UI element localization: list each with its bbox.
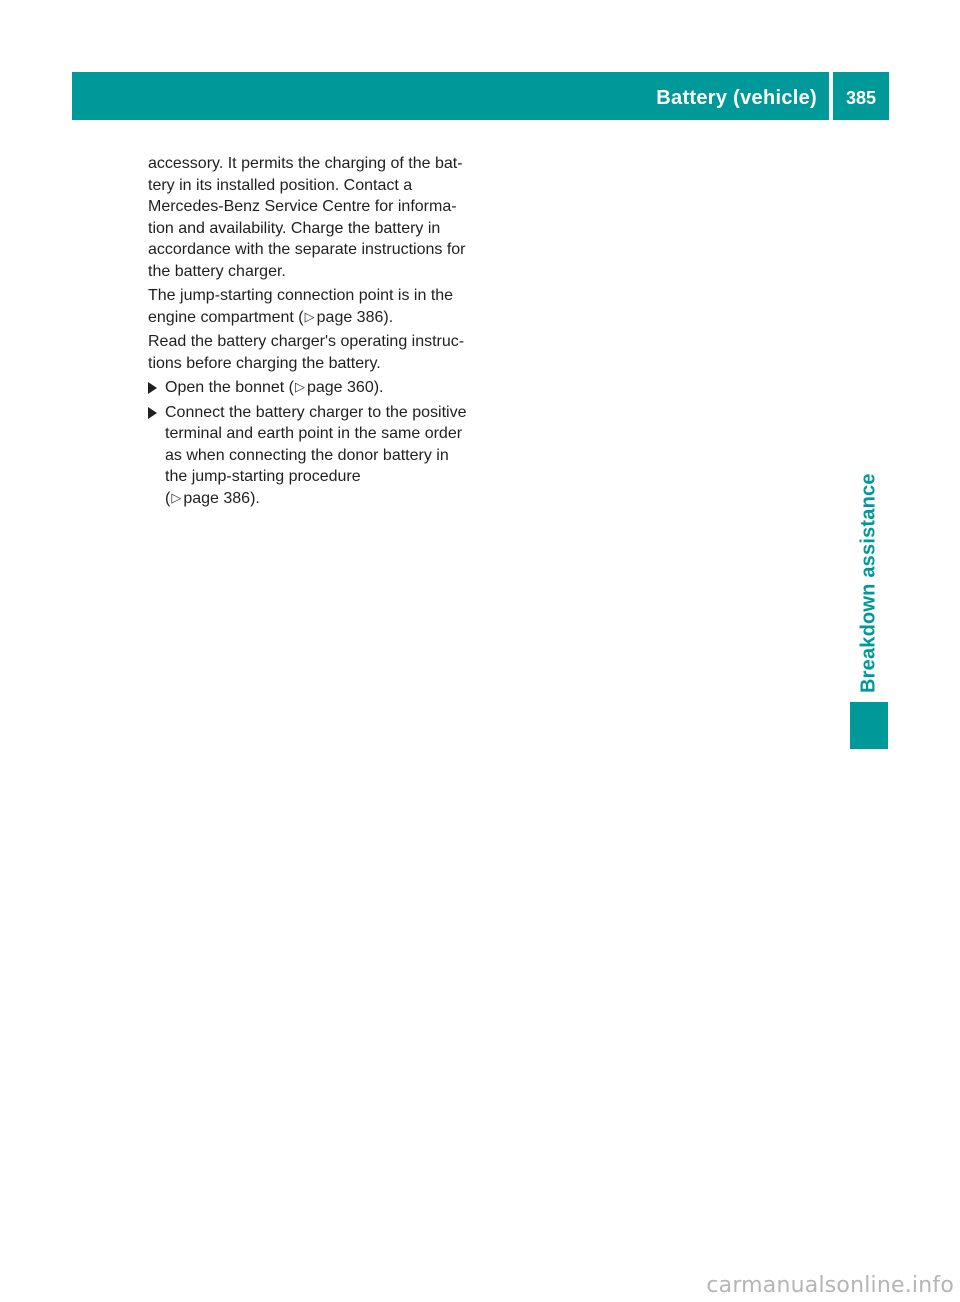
paragraph-charger-info: [148, 153, 484, 282]
step-open-bonnet: [148, 377, 484, 399]
text-line: terminal and earth point in the same order: [165, 425, 463, 442]
text-line: accordance with the separate instructions for: [148, 241, 466, 258]
text-line: [165, 377, 484, 399]
text-fragment: engine compartment (: [148, 308, 304, 326]
text-line: accessory. It permits the charging of the bat-: [148, 155, 463, 172]
body-text: [148, 153, 484, 512]
text-line: [148, 307, 484, 329]
text-line: The jump-starting connection point is in the: [148, 287, 454, 304]
text-line: Connect the battery charger to the positive: [165, 403, 467, 421]
text-line: Read the battery charger's operating instruc-: [148, 333, 465, 350]
text-line: Mercedes-Benz Service Centre for informa-: [148, 198, 457, 215]
text-line: tions before charging the battery.: [148, 354, 381, 372]
side-tab-label: Breakdown assistance: [857, 473, 880, 693]
page-reference-link[interactable]: page 386).: [316, 308, 394, 326]
step-arrow-icon: [148, 407, 157, 419]
header-bar: [72, 72, 829, 120]
text-fragment: (: [165, 489, 171, 507]
text-line: the battery charger.: [148, 262, 286, 280]
page-number-box: [833, 72, 889, 120]
page-reference-arrow-icon: ▷: [294, 379, 305, 394]
page-number: 385: [845, 88, 877, 108]
text-line: as when connecting the donor battery in: [165, 446, 449, 464]
section-title: Battery (vehicle): [656, 87, 817, 109]
paragraph-connection-point: [148, 285, 484, 328]
text-line: the jump-starting procedure: [165, 468, 361, 485]
page-reference-arrow-icon: ▷: [171, 489, 182, 505]
text-line: tion and availability. Charge the battery in: [148, 219, 441, 237]
side-tab: [850, 120, 888, 701]
step-arrow-icon: [148, 382, 157, 394]
paragraph-read-instructions: [148, 331, 484, 374]
text-line: [165, 488, 484, 510]
page-reference-link[interactable]: page 360).: [306, 379, 384, 396]
step-connect-charger: [148, 402, 484, 510]
page-reference-link[interactable]: page 386).: [183, 489, 260, 507]
watermark: carmanualsonline.info: [706, 1273, 954, 1298]
side-tab-block: [850, 702, 888, 749]
page-reference-arrow-icon: ▷: [304, 308, 315, 324]
text-line: tery in its installed position. Contact a: [148, 176, 413, 194]
text-fragment: Open the bonnet (: [165, 379, 294, 396]
